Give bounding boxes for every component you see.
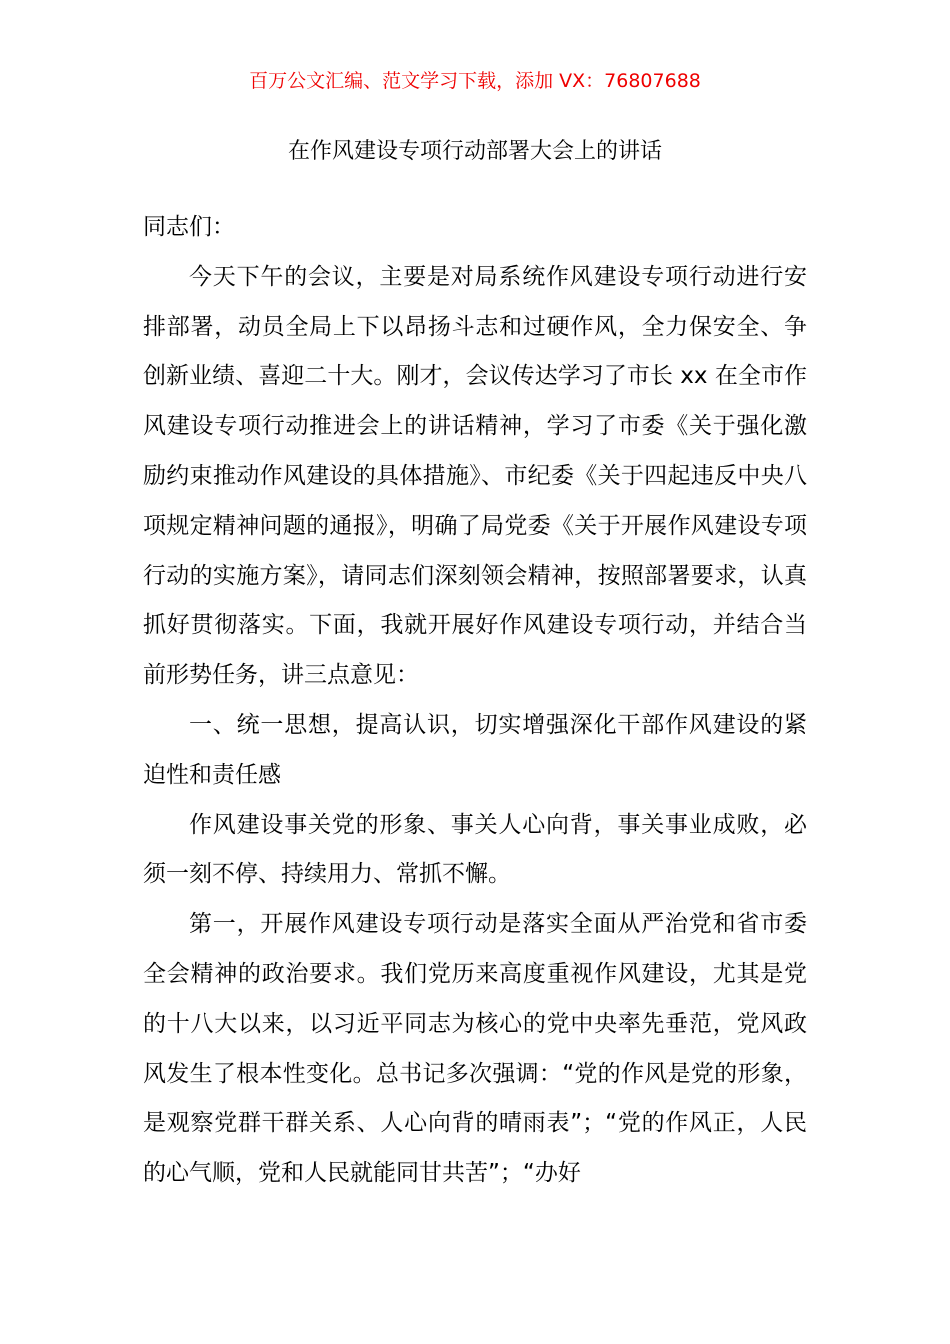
section-heading: 一、统一思想，提高认识，切实增强深化干部作风建设的紧迫性和责任感 — [143, 711, 807, 788]
paragraph: 第一，开展作风建设专项行动是落实全面从严治党和省市委全会精神的政治要求。我们党历来高度重视作风建设，尤其是党的十八大以来，以习近平同志为核心的党中央率先垂范，党风政风发生了根本性变化。总书记多次强调：“党的作风是党的形象，是观察党群干群关系、人心向背的晴雨表”；“党的作风正，人民的心气顺，党和人民就能同甘共苦”；“办好 — [143, 911, 807, 1187]
salutation: 同志们： — [143, 214, 235, 240]
paragraph: 作风建设事关党的形象、事关人心向背，事关事业成败，必须一刻不停、持续用力、常抓不懈。 — [143, 811, 807, 888]
header-banner: 百万公文汇编、范文学习下载，添加 VX：76807688 — [249, 70, 701, 92]
document-title: 在作风建设专项行动部署大会上的讲话 — [287, 139, 662, 164]
paragraph: 今天下午的会议，主要是对局系统作风建设专项行动进行安排部署，动员全局上下以昂扬斗志和过硬作风，全力保安全、争创新业绩、喜迎二十大。刚才，会议传达学习了市长 xx 在全市作风建设专项行动推进会上的讲话精神，学习了市委《关于强化激励约束推动作风建设的具体措施》、市纪委《关于四起违反中央八项规定精神问题的通报》，明确了局党委《关于开展作风建设专项行动的实施方案》，请同志们深刻领会精神，按照部署要求，认真抓好贯彻落实。下面，我就开展好作风建设专项行动，并结合当前形势任务，讲三点意见： — [143, 263, 807, 689]
document-body — [143, 203, 807, 1199]
